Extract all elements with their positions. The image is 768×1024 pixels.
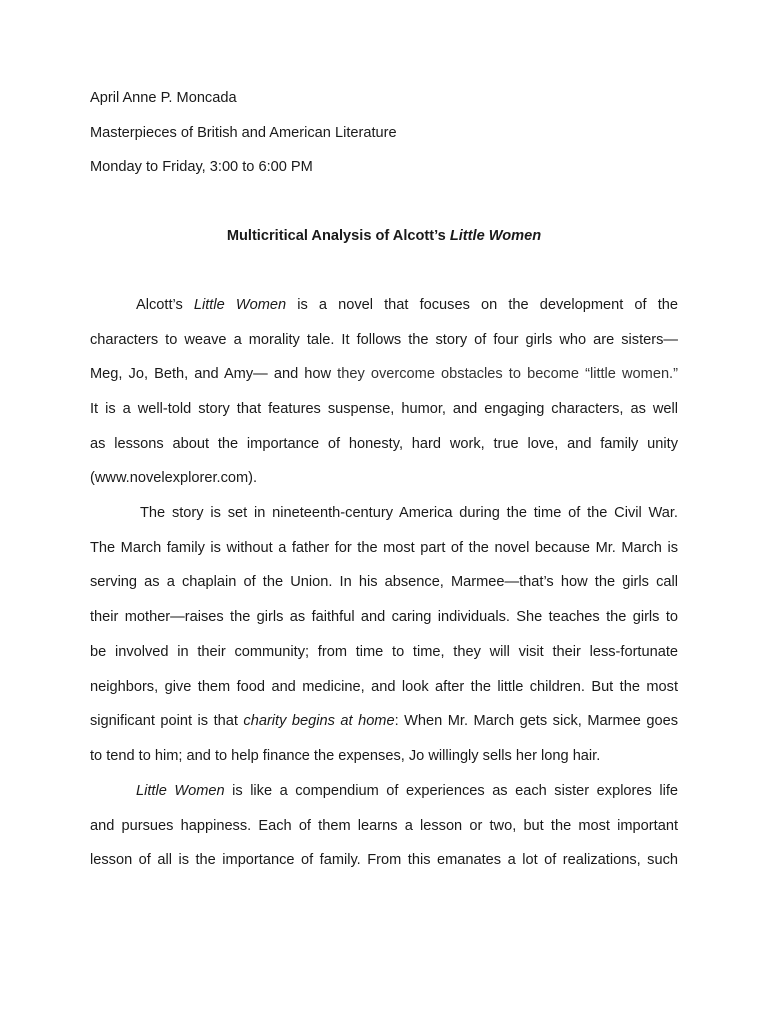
paragraph-2-line-6: neighbors, give them food and medicine, and look after the little children. But the most bbox=[90, 679, 678, 695]
course-name: Masterpieces of British and American Literature bbox=[90, 125, 397, 141]
paragraph-1-line-3 bbox=[90, 366, 678, 382]
paragraph-2-line-7 bbox=[90, 713, 678, 729]
text-run: Alcott’s bbox=[136, 297, 194, 313]
class-schedule: Monday to Friday, 3:00 to 6:00 PM bbox=[90, 159, 313, 175]
essay-title-book: Little Women bbox=[449, 228, 542, 244]
paragraph-2-line-4: their mother—raises the girls as faithful and caring individuals. She teaches the girls to bbox=[90, 609, 678, 625]
paragraph-2-line-5: be involved in their community; from time to time, they will visit their less-fortunate bbox=[90, 644, 678, 660]
text-run: significant point is that bbox=[90, 713, 244, 729]
paragraph-1-line-1 bbox=[136, 297, 678, 313]
text-run: : When Mr. March gets sick, Marmee goes bbox=[394, 713, 679, 729]
paragraph-1-line-6: (www.novelexplorer.com). bbox=[90, 470, 258, 486]
emphasis-italic: charity begins at home bbox=[243, 713, 395, 729]
paragraph-1-line-2: characters to weave a morality tale. It follows the story of four girls who are sisters— bbox=[90, 332, 678, 348]
paragraph-3-line-2: and pursues happiness. Each of them learns a lesson or two, but the most important bbox=[90, 818, 678, 834]
author-name: April Anne P. Moncada bbox=[90, 90, 237, 106]
text-run: they overcome obstacles to become “little women.” bbox=[337, 366, 678, 382]
paragraph-3-line-3: lesson of all is the importance of family. From this emanates a lot of realizations, such bbox=[90, 852, 678, 868]
paragraph-1-line-5: as lessons about the importance of honesty, hard work, true love, and family unity bbox=[90, 436, 678, 452]
paragraph-2-line-8: to tend to him; and to help finance the expenses, Jo willingly sells her long hair. bbox=[90, 748, 601, 764]
book-title-italic: Little Women bbox=[136, 783, 225, 799]
essay-title bbox=[0, 228, 768, 244]
paragraph-2-line-1: The story is set in nineteenth-century America during the time of the Civil War. bbox=[140, 505, 678, 521]
paragraph-2-line-3: serving as a chaplain of the Union. In his absence, Marmee—that’s how the girls call bbox=[90, 574, 678, 590]
paragraph-2-line-2: The March family is without a father for the most part of the novel because Mr. March is bbox=[90, 540, 678, 556]
book-title-italic: Little Women bbox=[193, 297, 287, 313]
paragraph-1-line-4: It is a well-told story that features suspense, humor, and engaging characters, as well bbox=[90, 401, 678, 417]
text-run: Meg, Jo, Beth, and Amy— and how bbox=[90, 366, 338, 382]
text-run: is like a compendium of experiences as each sister explores life bbox=[224, 783, 678, 799]
text-run: is a novel that focuses on the development of the bbox=[286, 297, 678, 313]
essay-title-prefix: Multicritical Analysis of Alcott’s bbox=[226, 228, 450, 244]
paragraph-3-line-1 bbox=[136, 783, 678, 799]
